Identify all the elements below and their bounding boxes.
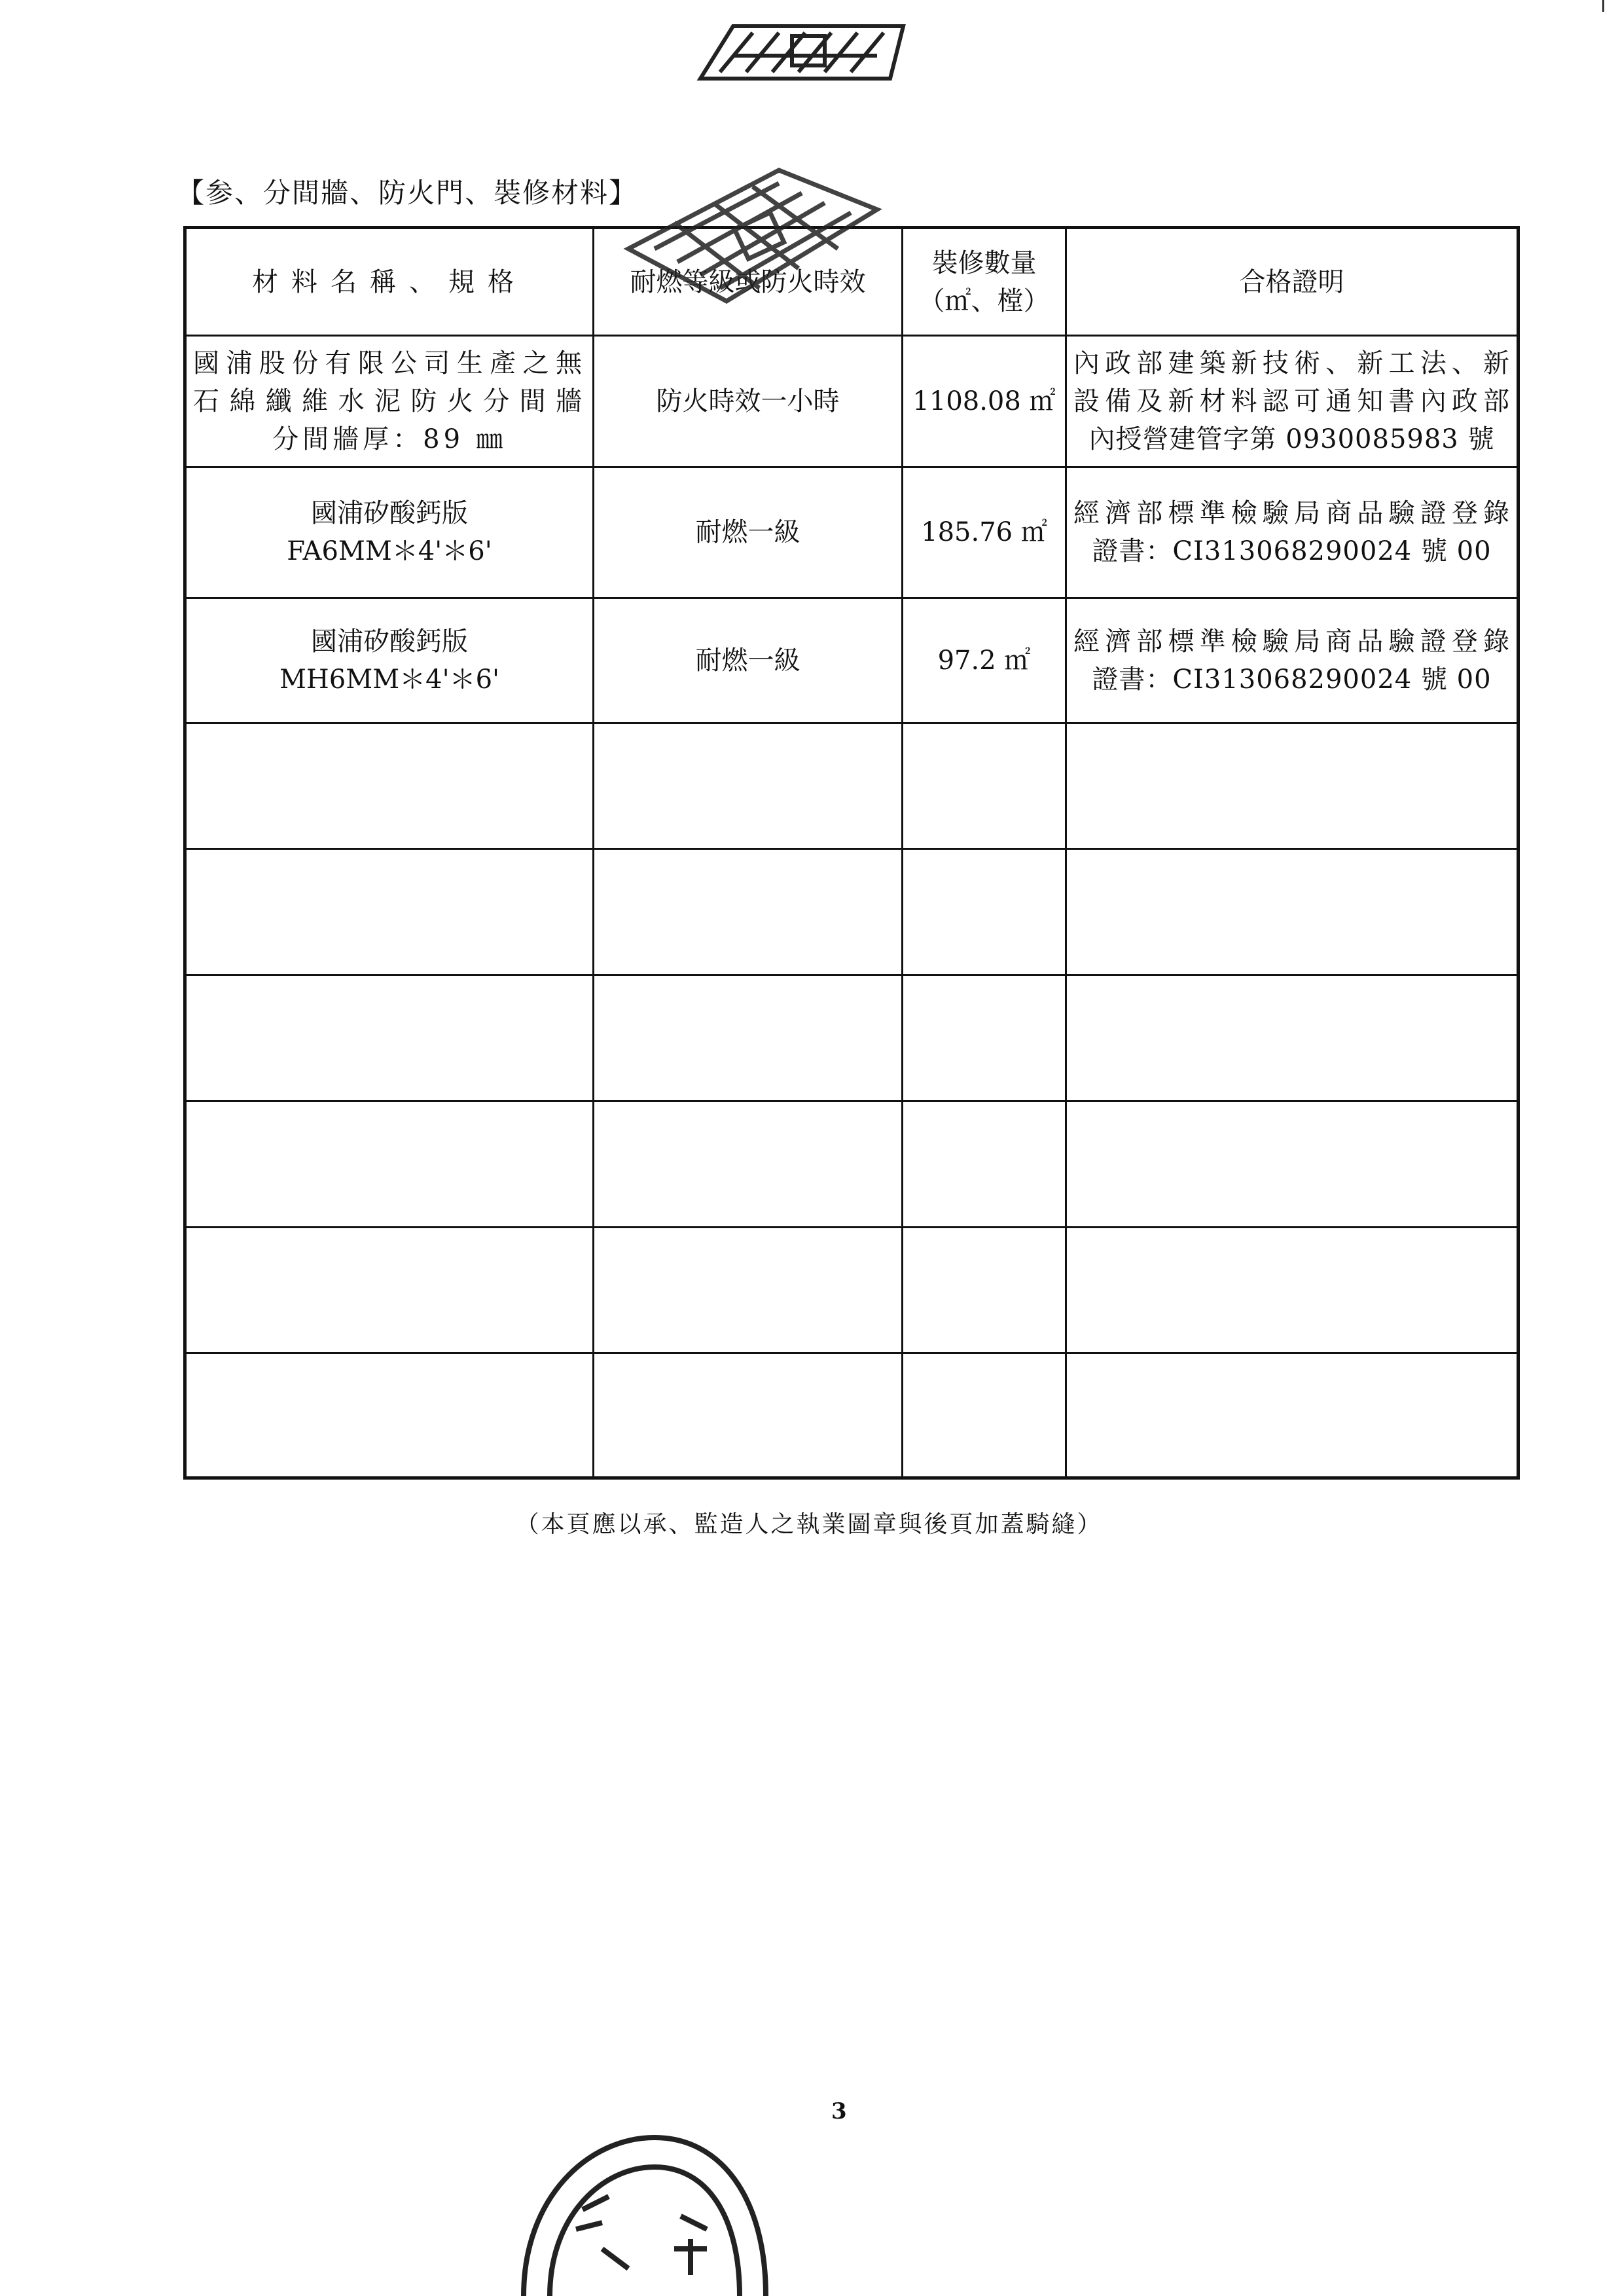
quantity-cell <box>903 467 1066 598</box>
empty-cell <box>185 975 594 1101</box>
material-name-cell <box>185 467 594 598</box>
empty-row <box>185 1227 1519 1353</box>
quantity-unit: ㎡ <box>1020 517 1047 548</box>
empty-cell <box>1066 1101 1519 1228</box>
table-row <box>185 598 1519 723</box>
certificate-cell <box>1066 467 1519 598</box>
empty-cell <box>1066 975 1519 1101</box>
top-seal-stamp <box>694 20 910 82</box>
header-quantity-line2: （㎡、樘） <box>918 285 1050 316</box>
table-row <box>185 336 1519 467</box>
empty-cell <box>594 1101 903 1228</box>
material-name-cell <box>185 598 594 723</box>
empty-cell <box>594 1227 903 1353</box>
certificate-line: 設備及新材料認可通知書內政部 <box>1073 386 1510 416</box>
materials-table <box>183 226 1520 1480</box>
fire-rating-cell: 防火時效一小時 <box>594 336 903 467</box>
empty-cell <box>1066 849 1519 975</box>
certificate-cell <box>1066 336 1519 467</box>
empty-cell <box>903 975 1066 1101</box>
quantity-unit: ㎡ <box>1004 645 1031 676</box>
empty-row <box>185 723 1519 849</box>
empty-cell <box>903 1101 1066 1228</box>
empty-cell <box>594 975 903 1101</box>
quantity-value: 1108.08 <box>912 386 1021 416</box>
empty-cell <box>594 723 903 849</box>
certificate-line: 經濟部標準檢驗局商品驗證登錄 <box>1073 626 1510 657</box>
empty-cell <box>594 1353 903 1478</box>
official-seal-stamp <box>615 157 890 314</box>
quantity-cell <box>903 336 1066 467</box>
header-quantity <box>903 228 1066 336</box>
header-certificate: 合格證明 <box>1066 228 1519 336</box>
certificate-line: 經濟部標準檢驗局商品驗證登錄 <box>1073 498 1510 529</box>
header-quantity-line1: 裝修數量 <box>931 247 1037 278</box>
quantity-value: 185.76 <box>921 517 1013 548</box>
empty-cell <box>903 1227 1066 1353</box>
footnote: （本頁應以承、監造人之執業圖章與後頁加蓋騎縫） <box>515 1511 1103 1538</box>
bottom-seal-stamp <box>511 2118 772 2296</box>
empty-cell <box>903 849 1066 975</box>
table-row <box>185 467 1519 598</box>
empty-row <box>185 975 1519 1101</box>
empty-cell <box>594 849 903 975</box>
empty-cell <box>185 1101 594 1228</box>
edge-mark <box>1602 0 1604 12</box>
certificate-line: 證書：CI313068290024 號 00 <box>1092 536 1492 567</box>
empty-cell <box>185 1353 594 1478</box>
certificate-cell <box>1066 598 1519 723</box>
quantity-unit: ㎡ <box>1029 386 1056 416</box>
quantity-value: 97.2 <box>937 645 996 676</box>
empty-row <box>185 849 1519 975</box>
empty-cell <box>903 1353 1066 1478</box>
header-fire-rating: 耐燃等級或防火時效 <box>594 228 903 336</box>
material-name-line: FA6MM＊4'＊6' <box>287 536 492 567</box>
empty-row <box>185 1101 1519 1228</box>
empty-cell <box>185 849 594 975</box>
material-name-line: 國浦矽酸鈣版 <box>311 498 468 529</box>
material-name-line: 國浦矽酸鈣版 <box>311 626 468 657</box>
material-name-line: 國浦股份有限公司生產之無 <box>193 348 586 378</box>
header-material-name: 材料名稱、規格 <box>185 228 594 336</box>
empty-cell <box>1066 1353 1519 1478</box>
certificate-line: 內政部建築新技術、新工法、新 <box>1073 348 1510 378</box>
material-name-cell <box>185 336 594 467</box>
empty-row <box>185 1353 1519 1478</box>
material-name-line: 石綿纖維水泥防火分間牆 <box>193 386 586 416</box>
section-title: 【参、分間牆、防火門、裝修材料】 <box>177 177 638 209</box>
material-name-line: MH6MM＊4'＊6' <box>279 664 500 695</box>
fire-rating-cell: 耐燃一級 <box>594 467 903 598</box>
material-name-line: 分間牆厚：89 ㎜ <box>272 424 507 454</box>
empty-cell <box>185 723 594 849</box>
empty-cell <box>1066 1227 1519 1353</box>
quantity-cell <box>903 598 1066 723</box>
empty-cell <box>1066 723 1519 849</box>
empty-cell <box>185 1227 594 1353</box>
fire-rating-cell: 耐燃一級 <box>594 598 903 723</box>
certificate-line: 內授營建管字第 0930085983 號 <box>1088 424 1495 454</box>
empty-cell <box>903 723 1066 849</box>
certificate-line: 證書：CI313068290024 號 00 <box>1092 664 1492 695</box>
page-number: 3 <box>831 2098 847 2124</box>
